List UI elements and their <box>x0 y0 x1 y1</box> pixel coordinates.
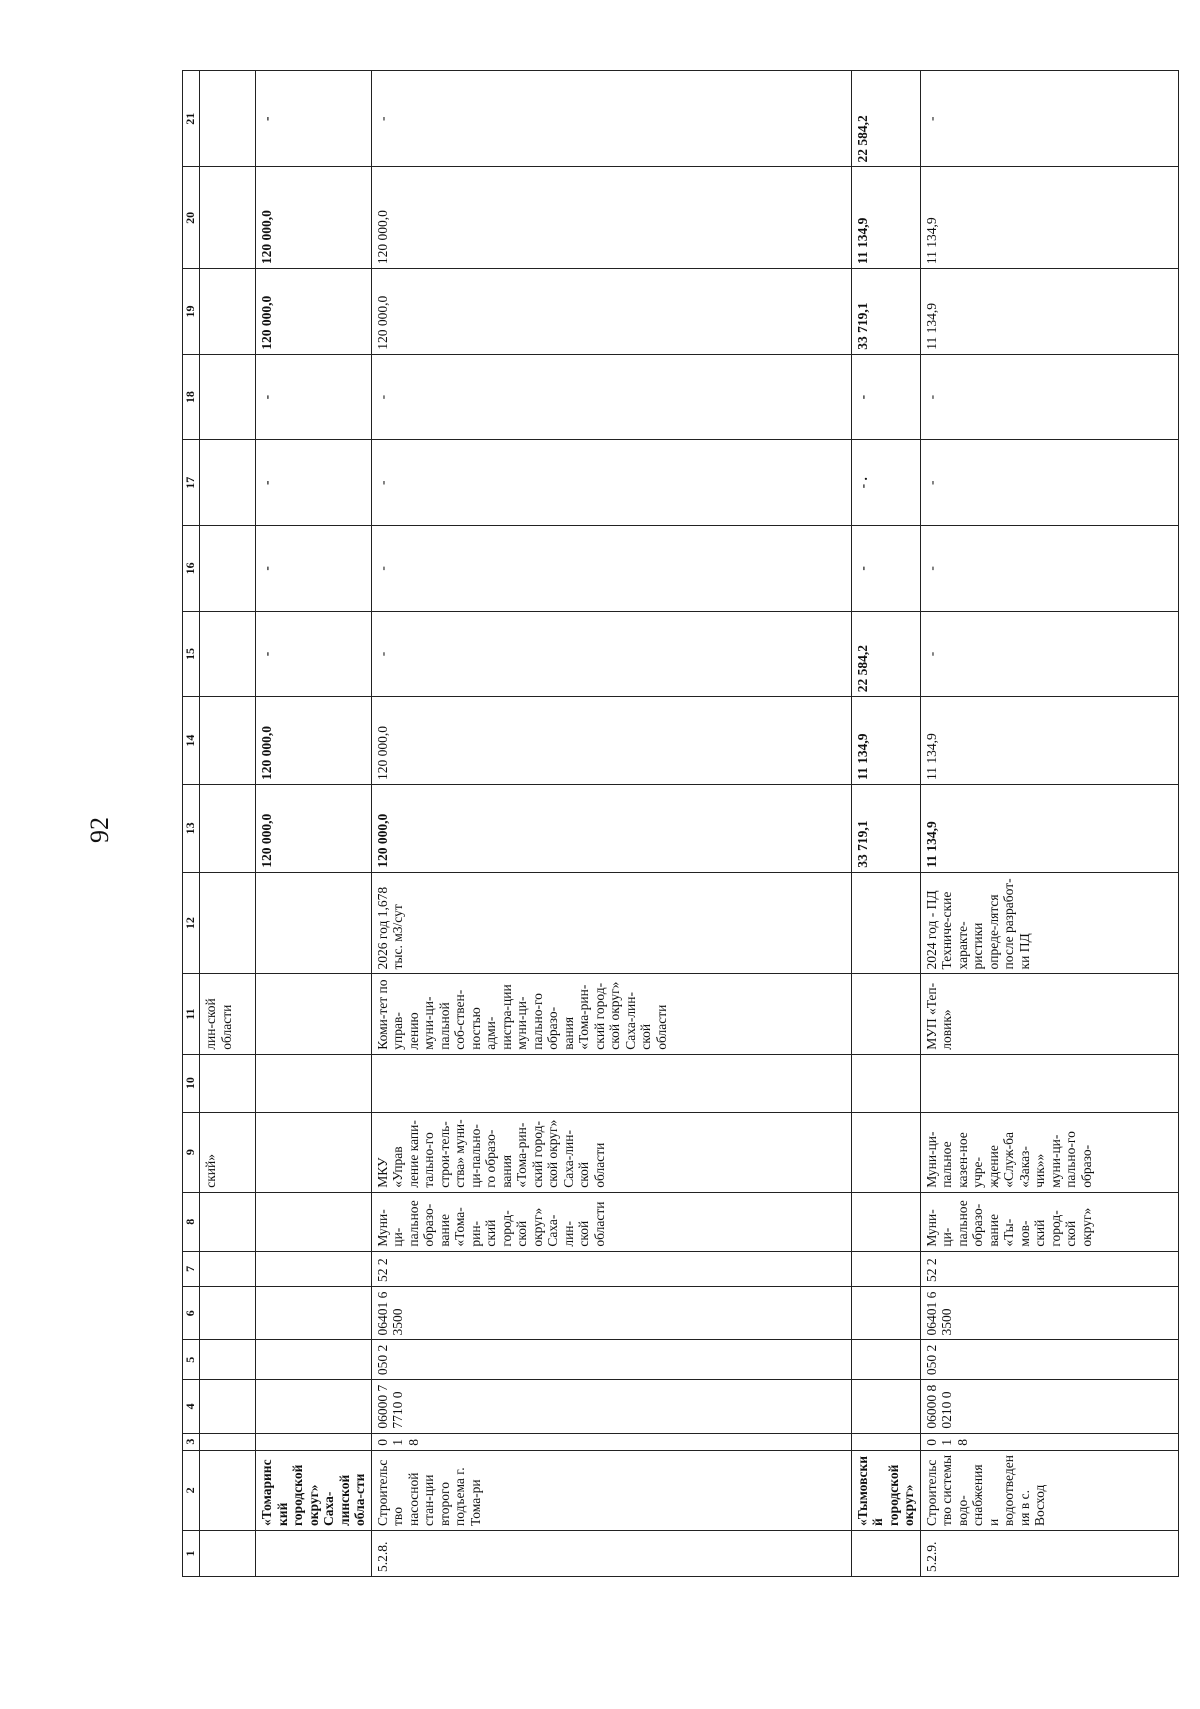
table-cell <box>851 1112 920 1192</box>
col-header: 8 <box>183 1192 200 1251</box>
table-cell <box>256 1340 372 1380</box>
value-cell: 11 134,9 <box>920 785 1178 873</box>
value-cell: - <box>256 71 372 167</box>
table-cell <box>200 167 256 269</box>
table-cell <box>200 1054 256 1112</box>
table-cell <box>200 526 256 612</box>
value-cell: 120 000,0 <box>371 697 851 785</box>
value-cell: 120 000,0 <box>371 785 851 873</box>
table-cell <box>256 1054 372 1112</box>
value-cell: 11 134,9 <box>851 167 920 269</box>
continuation-row <box>200 71 256 1577</box>
value-cell: 120 000,0 <box>371 167 851 269</box>
value-cell: 11 134,9 <box>920 697 1178 785</box>
col-header: 11 <box>183 974 200 1054</box>
page-number: 92 <box>85 817 114 843</box>
col-header: 14 <box>183 697 200 785</box>
col-header: 6 <box>183 1286 200 1340</box>
col-header: 20 <box>183 167 200 269</box>
value-cell: - <box>371 526 851 612</box>
col-header: 1 <box>183 1530 200 1576</box>
table-cell <box>256 1530 372 1576</box>
table-cell <box>200 1192 256 1251</box>
row-number: 5.2.8. <box>371 1530 851 1576</box>
value-cell: 120 000,0 <box>256 167 372 269</box>
group-title: «Тымовский городской округ» <box>851 1450 920 1530</box>
group-row-tymovsk <box>851 71 920 1577</box>
table-cell <box>200 1450 256 1530</box>
value-cell: 11 134,9 <box>920 167 1178 269</box>
value-cell: 33 719,1 <box>851 785 920 873</box>
table-cell <box>200 71 256 167</box>
col-header: 4 <box>183 1380 200 1434</box>
table-cell: 0 1 8 <box>920 1433 1178 1450</box>
col-header: 15 <box>183 611 200 697</box>
col-header: 3 <box>183 1433 200 1450</box>
table-cell <box>851 974 920 1054</box>
object-name: Строительство системы водо-снабжения и водоотведения в с. Восход <box>920 1450 1178 1530</box>
table-cell <box>851 1433 920 1450</box>
value-cell: - <box>371 354 851 440</box>
value-cell: - <box>371 440 851 526</box>
value-cell: 22 584,2 <box>851 611 920 697</box>
value-cell: - . <box>851 440 920 526</box>
table-cell: 2024 год - ПД Техниче-ские характе-ристики опреде-лятся после разработ-ки ПД <box>920 872 1178 974</box>
table-cell: Муни-ци-пальное образо-вание «Тома-рин-ский город-ской округ» Саха-лин-ской области <box>371 1192 851 1251</box>
table-cell: 06000 80210 0 <box>920 1380 1178 1434</box>
col-header: 12 <box>183 872 200 974</box>
table-cell <box>851 1251 920 1286</box>
group-title: «Томаринский городской округ» Саха-линской обла-сти <box>256 1450 372 1530</box>
value-cell: 120 000,0 <box>256 785 372 873</box>
table-cell: 2026 год 1,678 тыс. м3/сут <box>371 872 851 974</box>
table-cell <box>851 1286 920 1340</box>
table-cell: ский» <box>200 1112 256 1192</box>
table-cell <box>200 269 256 355</box>
value-cell: 11 134,9 <box>851 697 920 785</box>
value-cell: - <box>851 354 920 440</box>
table-cell <box>256 872 372 974</box>
value-cell: - <box>920 440 1178 526</box>
table-cell: МУП «Теп-ловик» <box>920 974 1178 1054</box>
value-cell: 120 000,0 <box>371 269 851 355</box>
table-cell: 050 2 <box>920 1340 1178 1380</box>
row-number: 5.2.9. <box>920 1530 1178 1576</box>
table-cell: 050 2 <box>371 1340 851 1380</box>
table-cell <box>256 1380 372 1434</box>
table-cell <box>256 1286 372 1340</box>
col-header: 9 <box>183 1112 200 1192</box>
table-cell: 06401 63500 <box>371 1286 851 1340</box>
table-cell: 52 2 <box>371 1251 851 1286</box>
table-cell <box>200 1380 256 1434</box>
table-cell: 06000 77710 0 <box>371 1380 851 1434</box>
table-row-5-2-9 <box>920 71 1178 1577</box>
value-cell: - <box>920 71 1178 167</box>
table-cell: 0 1 8 <box>371 1433 851 1450</box>
col-header: 7 <box>183 1251 200 1286</box>
table-cell <box>200 1340 256 1380</box>
value-cell: 33 719,1 <box>851 269 920 355</box>
table-cell <box>851 1530 920 1576</box>
col-header: 2 <box>183 1450 200 1530</box>
value-cell: - <box>371 611 851 697</box>
table-cell <box>200 872 256 974</box>
table-cell <box>256 1112 372 1192</box>
table-cell <box>851 1192 920 1251</box>
table-cell: 52 2 <box>920 1251 1178 1286</box>
table-cell: Муни-ци-пальное образо-вание «Ты-мов-ский город-ской округ» <box>920 1192 1178 1251</box>
column-number-row <box>183 71 200 1577</box>
table-cell <box>851 872 920 974</box>
table-cell <box>851 1054 920 1112</box>
value-cell: - <box>256 611 372 697</box>
col-header: 21 <box>183 71 200 167</box>
value-cell: - <box>920 526 1178 612</box>
table-cell <box>200 1433 256 1450</box>
table-cell <box>200 611 256 697</box>
value-cell: - <box>371 71 851 167</box>
rotated-table-wrapper <box>182 70 1113 1577</box>
table-cell <box>200 354 256 440</box>
value-cell: 11 134,9 <box>920 269 1178 355</box>
table-cell <box>200 785 256 873</box>
table-cell <box>256 1192 372 1251</box>
col-header: 10 <box>183 1054 200 1112</box>
value-cell: 120 000,0 <box>256 269 372 355</box>
value-cell: 22 584,2 <box>851 71 920 167</box>
table-cell <box>256 974 372 1054</box>
col-header: 13 <box>183 785 200 873</box>
value-cell: 120 000,0 <box>256 697 372 785</box>
value-cell: - <box>920 354 1178 440</box>
table-cell <box>200 1251 256 1286</box>
table-cell <box>200 440 256 526</box>
table-cell <box>200 1530 256 1576</box>
col-header: 19 <box>183 269 200 355</box>
table-cell <box>200 697 256 785</box>
table-cell: 06401 63500 <box>920 1286 1178 1340</box>
value-cell: - <box>256 354 372 440</box>
col-header: 18 <box>183 354 200 440</box>
value-cell: - <box>920 611 1178 697</box>
col-header: 5 <box>183 1340 200 1380</box>
table-cell: лин-ской области <box>200 974 256 1054</box>
table-row-5-2-8 <box>371 71 851 1577</box>
table-cell <box>256 1433 372 1450</box>
table-cell <box>200 1286 256 1340</box>
table-cell <box>851 1340 920 1380</box>
table-cell: Муни-ци-пальное казен-ное учре-ждение «Служ-ба «Заказ-чик»» муни-ци-пально-го образо- <box>920 1112 1178 1192</box>
object-name: Строительство насосной стан-ции второго подъема г. Тома-ри <box>371 1450 851 1530</box>
col-header: 16 <box>183 526 200 612</box>
table-cell <box>851 1380 920 1434</box>
value-cell: - <box>851 526 920 612</box>
value-cell: - <box>256 526 372 612</box>
value-cell: - <box>256 440 372 526</box>
group-row-tomari <box>256 71 372 1577</box>
table-cell <box>920 1054 1178 1112</box>
table-cell <box>371 1054 851 1112</box>
table-cell: Коми-тет по управ-лению муни-ци-пальной соб-ствен-ностью адми-нистра-ции муни-ци-пально-го образо-вания «Тома-рин-ский город-ской округ» Саха-лин-ской области <box>371 974 851 1054</box>
col-header: 17 <box>183 440 200 526</box>
budget-table <box>182 70 1179 1577</box>
table-cell <box>256 1251 372 1286</box>
table-cell: МКУ «Управ ление капи-тально-го строи-тель-ства» муни-ци-пально-го образо-вания «Тома-рин-ский город-ской округ» Саха-лин-ской области <box>371 1112 851 1192</box>
